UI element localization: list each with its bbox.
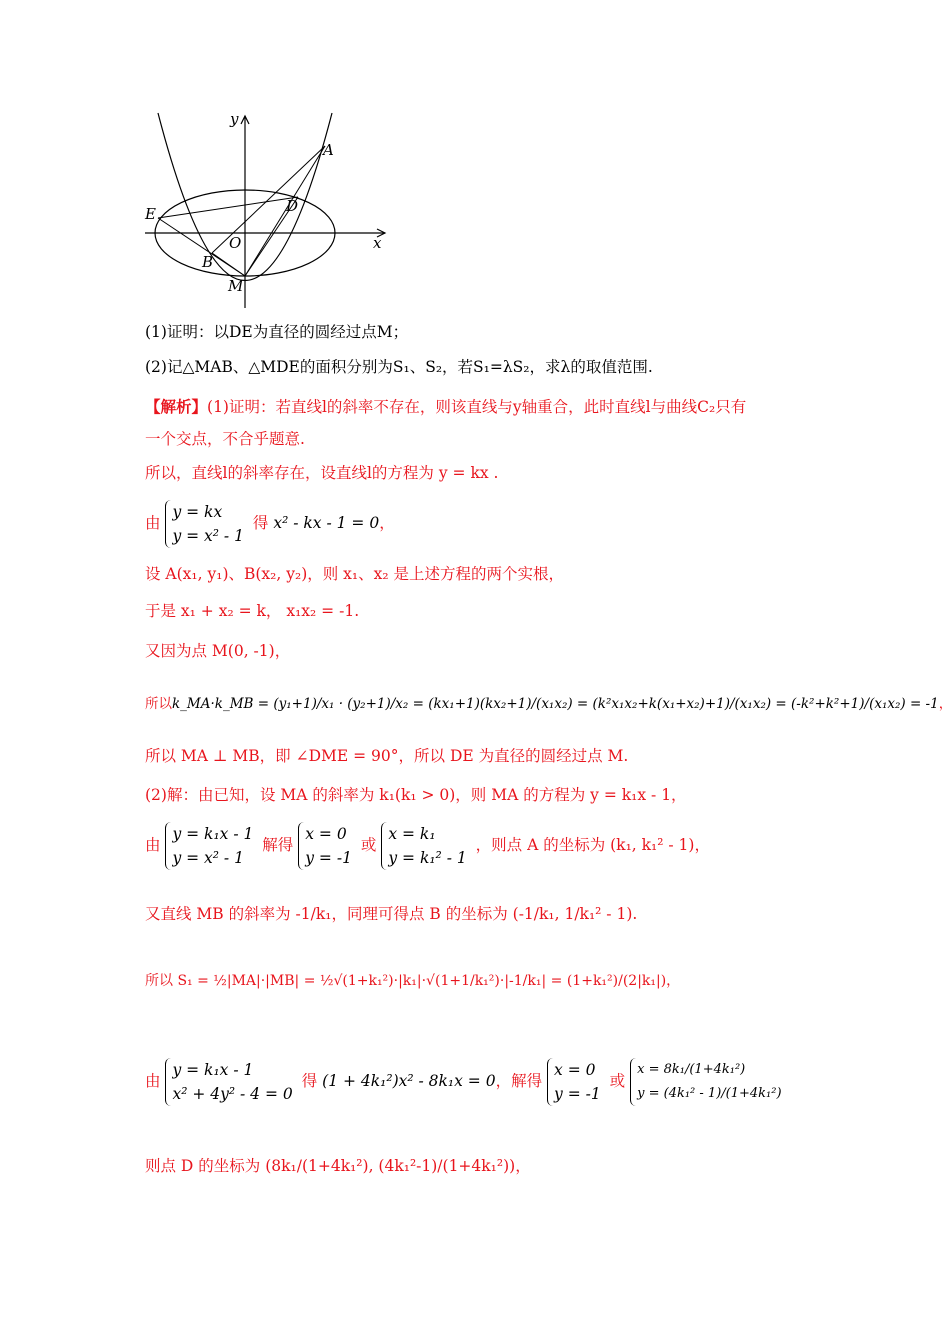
p13-solve: ，解得 [495,1072,543,1090]
solution-p2: 所以，直线l的斜率存在，设直线l的方程为 y = kx . [145,464,499,482]
solution-p1a: (1)证明：若直线l的斜率不存在，则该直线与y轴重合，此时直线l与曲线C₂只有 [207,398,747,416]
p10-solution-1 [298,822,356,870]
solution-tag: 【解析】 [145,397,208,416]
p10-sys-eq2: y = x² - 1 [172,849,244,867]
p7-expression: k_MA·k_MB = (y₁+1)/x₁ · (y₂+1)/x₂ = (kx₁+1)(kx₂+1)/(x₁x₂) = (k²x₁x₂+k(x₁+x₂)+1)/(x₁x₂) = (-k²+k²+1)/(x₁x₂) = -1 [172,696,939,712]
p13-mid: 得 [301,1072,318,1090]
p10-solution-2 [381,822,470,870]
solution-p3 [145,500,395,548]
p13-sol2a: x = 8k₁/(1+4k₁²) [637,1062,746,1077]
solution-p11: 又直线 MB 的斜率为 -1/k₁，同理可得点 B 的坐标为 (-1/k₁, 1/k₁² - 1). [145,905,638,923]
solution-p7: 所以k_MA·k_MB = (y₁+1)/x₁ · (y₂+1)/x₂ = (kx₁+1)(kx₂+1)/(x₁x₂) = (k²x₁x₂+k(x₁+x₂)+1)/(x₁x₂) = (-k²+k²+1)/(x₁x₂) = -1， [145,696,952,712]
geometry-figure [140,108,400,313]
solution-p10 [145,822,710,870]
solution-intro [145,396,746,418]
p13-pre: 由 [145,1072,161,1090]
p3-equation: x² - kx - 1 = 0 [273,514,380,532]
p3-sys-eq2: y = x² - 1 [172,527,244,545]
p10-post: ，则点 A 的坐标为 (k₁, k₁² - 1)， [475,836,710,854]
solution-p12: 所以 S₁ = ½|MA|·|MB| = ½√(1+k₁²)·|k₁|·√(1+1/k₁²)·|-1/k₁| = (1+k₁²)/(2|k₁|)， [145,973,681,989]
solution-p8: 所以 MA ⊥ MB，即 ∠DME = 90°，所以 DE 为直径的圆经过点 M. [145,747,629,765]
p10-sol1a: x = 0 [305,825,347,843]
p10-sol1b: y = -1 [305,849,352,867]
label-y: y [230,110,239,128]
p13-system [165,1058,296,1106]
p3-mid: 得 [252,514,269,532]
solution-p4: 设 A(x₁, y₁)、B(x₂, y₂)，则 x₁、x₂ 是上述方程的两个实根， [145,565,565,583]
p10-sol2a: x = k₁ [388,825,436,843]
segment-ED [158,197,298,218]
label-A: A [323,141,334,159]
p3-system [165,500,248,548]
p13-sol1b: y = -1 [554,1085,601,1103]
p13-sol1a: x = 0 [554,1061,596,1079]
question-1: (1)证明：以DE为直径的圆经过点M； [145,323,409,341]
label-x: x [373,234,382,252]
label-E: E [145,205,156,223]
question-2: (2)记△MAB、△MDE的面积分别为S₁、S₂，若S₁=λS₂，求λ的取值范围. [145,358,653,376]
p3-sys-eq1: y = kx [172,503,223,521]
p10-mid: 解得 [262,836,294,854]
p13-or: 或 [609,1072,626,1090]
p13-sol2b: y = (4k₁² - 1)/(1+4k₁²) [637,1086,782,1101]
p10-sys-eq1: y = k₁x - 1 [172,825,254,843]
p10-pre: 由 [145,836,161,854]
p10-or: 或 [360,836,377,854]
label-O: O [229,234,242,252]
p3-pre: 由 [145,514,161,532]
p13-solution-2 [630,1058,785,1106]
label-M: M [228,277,244,295]
p3-post: ， [379,514,395,532]
solution-p5: 于是 x₁ + x₂ = k， x₁x₂ = -1. [145,602,360,620]
solution-p1b: 一个交点，不合乎题意. [145,430,305,448]
label-B: B [202,253,214,271]
solution-p13 [145,1058,786,1106]
p7-prefix: 所以 [145,696,172,712]
p13-sys-eq1: y = k₁x - 1 [172,1061,254,1079]
p13-sys-eq2: x² + 4y² - 4 = 0 [172,1085,293,1103]
p13-equation: (1 + 4k₁²)x² - 8k₁x = 0 [322,1072,496,1090]
p10-sol2b: y = k₁² - 1 [388,849,467,867]
solution-p14: 则点 D 的坐标为 (8k₁/(1+4k₁²), (4k₁²-1)/(1+4k₁²))， [145,1157,531,1175]
solution-p6: 又因为点 M(0, -1)， [145,642,291,660]
p13-solution-1 [547,1058,605,1106]
label-D: D [286,197,299,215]
solution-p9: (2)解：由已知，设 MA 的斜率为 k₁(k₁ > 0)，则 MA 的方程为 y = k₁x - 1， [145,786,687,804]
p10-system [165,822,257,870]
